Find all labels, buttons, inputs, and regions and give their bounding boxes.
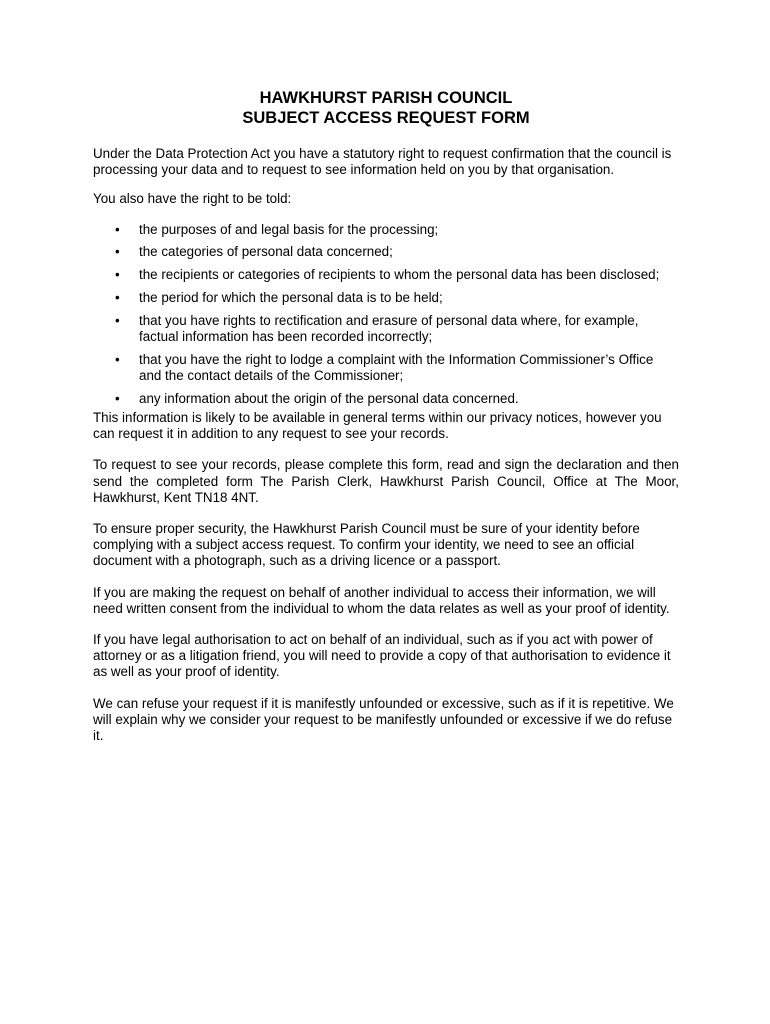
form-title: SUBJECT ACCESS REQUEST FORM bbox=[242, 109, 530, 127]
document-page bbox=[93, 88, 679, 759]
bullet-icon: • bbox=[115, 267, 120, 283]
bullet-icon: • bbox=[115, 290, 120, 305]
bullet-icon: • bbox=[115, 351, 120, 367]
council-name-title: HAWKHURST PARISH COUNCIL bbox=[259, 89, 513, 107]
bullet-icon: • bbox=[115, 312, 120, 328]
list-item-text: the categories of personal data concerned; bbox=[139, 244, 393, 260]
list-item bbox=[93, 352, 679, 384]
list-item bbox=[93, 391, 679, 407]
refusal-paragraph: We can refuse your request if it is manifestly unfounded or excessive, such as if it is repetitive. We will explain why we consider your request to be manifestly unfounded or excessive if we do refuse it. bbox=[93, 695, 674, 744]
privacy-notice-paragraph: This information is likely to be available in general terms within our privacy notices, however you can request it in addition to any request to see your records. bbox=[93, 410, 662, 442]
rights-list bbox=[93, 222, 679, 407]
legal-authorisation-paragraph: If you have legal authorisation to act on behalf of an individual, such as if you act with power of attorney or as a litigation friend, you will need to provide a copy of that authorisation to evidence it as well as your proof of identity. bbox=[93, 632, 671, 680]
list-item-text: the period for which the personal data is to be held; bbox=[139, 290, 443, 305]
how-to-request-paragraph: To request to see your records, please complete this form, read and sign the declaration and then send the completed form The Parish Clerk, Hawkhurst Parish Council, Office at The Moor, Hawkhurst, Kent TN18 4NT. bbox=[93, 457, 679, 505]
on-behalf-paragraph: If you are making the request on behalf of another individual to access their information, we will need written consent from the individual to whom the data relates as well as your proof of identity. bbox=[93, 584, 670, 616]
list-item bbox=[93, 267, 679, 283]
list-item bbox=[93, 290, 679, 306]
list-item bbox=[93, 244, 679, 260]
document-header bbox=[93, 88, 679, 128]
list-item-text: any information about the origin of the personal data concerned. bbox=[139, 390, 519, 406]
list-item-text: the recipients or categories of recipients to whom the personal data has been disclosed; bbox=[139, 267, 660, 283]
bullet-icon: • bbox=[115, 390, 120, 406]
bullet-icon: • bbox=[115, 221, 120, 237]
bullet-icon: • bbox=[115, 244, 120, 260]
intro-paragraph: Under the Data Protection Act you have a statutory right to request confirmation that the council is processing your data and to request to see information held on you by that organisation. bbox=[93, 146, 672, 178]
list-item-text: that you have rights to rectification and erasure of personal data where, for example, factual information has been recorded incorrectly; bbox=[139, 312, 639, 344]
list-item-text: the purposes of and legal basis for the processing; bbox=[139, 221, 439, 237]
rights-heading: You also have the right to be told: bbox=[93, 191, 292, 207]
list-item-text: that you have the right to lodge a complaint with the Information Commissioner’s Office and the contact details of the Commissioner; bbox=[139, 351, 654, 383]
list-item bbox=[93, 222, 679, 238]
list-item bbox=[93, 313, 679, 345]
security-paragraph: To ensure proper security, the Hawkhurst Parish Council must be sure of your identity before complying with a subject access request. To confirm your identity, we need to see an official document with a photograph, such as a driving licence or a passport. bbox=[93, 521, 640, 569]
